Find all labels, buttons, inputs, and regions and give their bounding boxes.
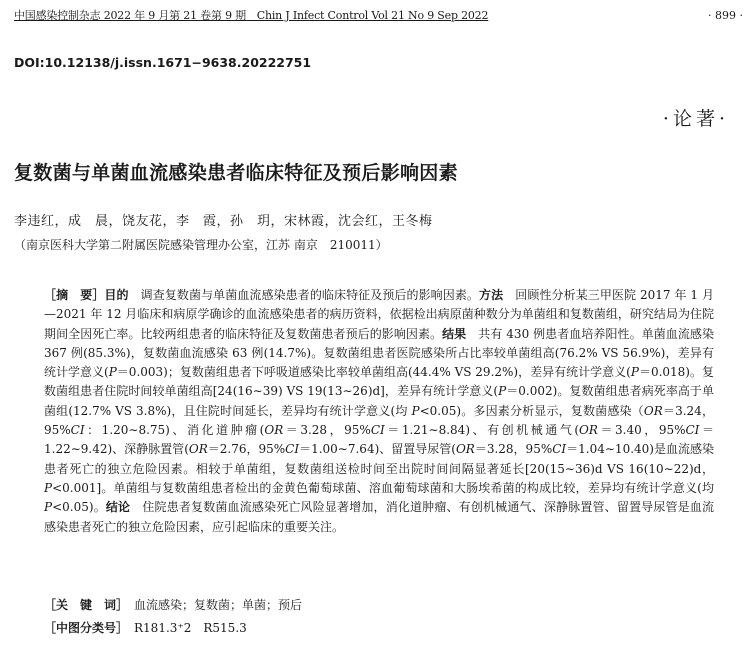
- or-symbol: OR: [579, 423, 598, 438]
- section-label: ·论著·: [662, 108, 729, 130]
- abstract-label: ［摘 要］: [44, 288, 105, 302]
- running-head: [14, 9, 743, 23]
- result-text: ＝1.22∼9.42)、深静脉置管(: [44, 423, 714, 457]
- conclusion-label: 结论: [105, 500, 131, 515]
- author-list: 李违红，成 晨，饶友花，李 霞，孙 玥，宋林霞，沈会红，王冬梅: [14, 214, 433, 229]
- p-symbol: P: [630, 365, 639, 380]
- abstract: [44, 286, 714, 537]
- page-number: · 899 ·: [708, 9, 743, 22]
- result-text: ：1.20∼8.75)、消化道肿瘤(: [84, 423, 265, 438]
- result-text: ＝0.018)。复数菌组患者住院时间较单菌组高[24(16∼39) VS 19(13∼26)d]，差异有统计学意义(: [44, 365, 714, 399]
- p-symbol: P: [411, 403, 420, 418]
- result-text: <0.001]。单菌组与复数菌组患者检出的金黄色葡萄球菌、溶血葡萄球菌和大肠埃希菌的构成比较，差异均有统计学意义(均: [52, 480, 714, 495]
- p-symbol: P: [108, 365, 117, 380]
- or-symbol: OR: [455, 442, 475, 457]
- conclusion-text: 住院患者复数菌血流感染死亡风险显著增加，消化道肿瘤、有创机械通气、深静脉置管、留置导尿管是血流感染患者死亡的独立危险因素，应引起临床的重要关注。: [44, 500, 714, 534]
- ci-symbol: CI: [370, 423, 385, 438]
- result-text: ＝0.002)。复数菌组患者病死率高于单菌组(12.7% VS 3.8%)，且住院时间延长，差异均有统计学意义(均: [44, 384, 714, 418]
- article-title: 复数菌与单菌血流感染患者临床特征及预后影响因素: [14, 162, 458, 184]
- doi[interactable]: DOI:10.12138/j.issn.1671−9638.20222751: [14, 55, 312, 70]
- classification-label: ［中图分类号］: [44, 621, 129, 635]
- ci-symbol: CI: [285, 442, 300, 457]
- keywords: [44, 596, 302, 613]
- ci-symbol: CI: [685, 423, 700, 438]
- result-text: ＝1.04∼10.40)是血流感染患者死亡的独立危险因素。相较于单菌组，复数菌组送检时间至出院时间间隔显著延长[20(15∼36)d VS 16(10∼22)d，: [44, 442, 714, 476]
- affiliation: （南京医科大学第二附属医院感染管理办公室，江苏 南京 210011）: [14, 238, 388, 252]
- result-text: <0.05)。: [52, 500, 106, 515]
- or-symbol: OR: [264, 423, 284, 438]
- objective-label: 目的: [104, 288, 129, 302]
- keywords-label: ［关 键 词］: [44, 598, 129, 612]
- p-symbol: P: [44, 480, 53, 495]
- method-label: 方法: [479, 288, 504, 302]
- result-text: ＝3.28，95%: [474, 442, 553, 457]
- method-text: 回顾性分析某三甲医院 2017 年 1 月—2021 年 12 月临床和病原学确诊的血流感染患者的病历资料，依据检出病原菌种数分为单菌组和复数菌组，研究结局为住院期间全因死亡率。比较两组患者的临床特征及复数菌患者预后的影响因素。: [44, 288, 714, 341]
- objective-text: 调查复数菌与单菌血流感染患者的临床特征及预后的影响因素。: [128, 288, 480, 302]
- or-symbol: OR: [643, 403, 663, 418]
- classification-text: R181.3⁺2 R515.3: [134, 621, 247, 635]
- result-text: ＝3.28，95%: [283, 423, 371, 438]
- result-text: ＝1.21∼8.84)、有创机械通气(: [384, 423, 580, 438]
- result-text: ＝0.003)；复数菌组患者下呼吸道感染比率较单菌组高(44.4% VS 29.2%)，差异有统计学意义(: [116, 365, 631, 380]
- result-text: 共有 430 例患者血培养阳性。单菌血流感染 367 例(85.3%)，复数菌血流感染 63 例(14.7%)。复数菌组患者医院感染所占比率较单菌组高(76.2% VS 56.9%)，差异有统计学意义(: [44, 326, 714, 380]
- journal-citation: 中国感染控制杂志 2022 年 9 月第 21 卷第 9 期 Chin J Infect Control Vol 21 No 9 Sep 2022: [14, 9, 489, 22]
- ci-symbol: CI: [552, 442, 567, 457]
- keywords-text: 血流感染；复数菌；单菌；预后: [134, 598, 303, 612]
- result-text: ＝2.76，95%: [207, 442, 286, 457]
- p-symbol: P: [44, 500, 53, 515]
- result-text: ＝1.00∼7.64)、留置导尿管(: [299, 442, 456, 457]
- result-text: <0.05)。多因素分析显示，复数菌感染（: [419, 403, 644, 418]
- result-text: ＝3.24，95%: [44, 403, 714, 438]
- ci-symbol: CI: [70, 423, 85, 438]
- p-symbol: P: [498, 384, 507, 399]
- result-text: ＝3.40，95%: [597, 423, 686, 438]
- or-symbol: OR: [188, 442, 208, 457]
- classification-code: [44, 619, 247, 636]
- result-label: 结果: [442, 326, 467, 341]
